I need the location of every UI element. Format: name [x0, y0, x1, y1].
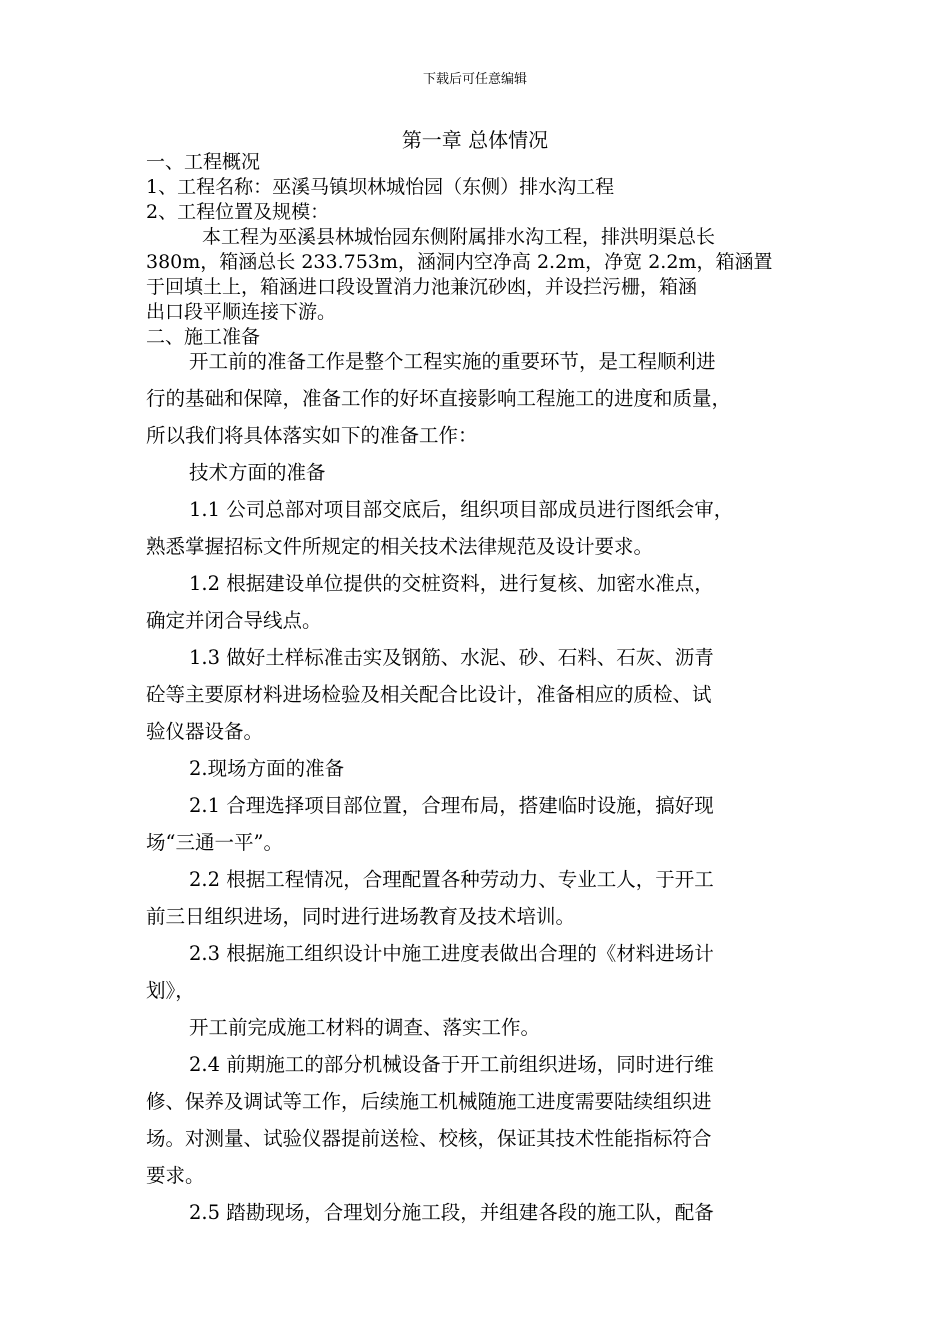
- body-line: 于回填土上，箱涵进口段设置消力池兼沉砂凼，并设拦污栅，箱涵: [146, 276, 698, 298]
- body-line: 划》，: [146, 979, 195, 1002]
- body-line: 场。对测量、试验仪器提前送检、校核，保证其技术性能指标符合: [146, 1127, 712, 1150]
- body-line: 修、保养及调试等工作，后续施工机械随施工进度需要陆续组织进: [146, 1090, 712, 1113]
- body-line: 前三日组织进场，同时进行进场教育及技术培训。: [146, 905, 576, 928]
- body-line: 380m，箱涵总长 233.753m，涵洞内空净高 2.2m，净宽 2.2m，箱涵置: [146, 251, 773, 273]
- body-line: 2.3 根据施工组织设计中施工进度表做出合理的《材料进场计: [189, 942, 714, 965]
- body-line: 1.1 公司总部对项目部交底后，组织项目部成员进行图纸会审，: [189, 498, 734, 521]
- body-line: 熟悉掌握招标文件所规定的相关技术法律规范及设计要求。: [146, 535, 654, 558]
- location-heading: 2、工程位置及规模：: [146, 201, 330, 223]
- body-line: 本工程为巫溪县林城怡园东侧附属排水沟工程，排洪明渠总长: [202, 226, 716, 248]
- body-line: 2.1 合理选择项目部位置，合理布局，搭建临时设施，搞好现: [189, 794, 714, 817]
- chapter-title: 第一章 总体情况: [401, 128, 549, 152]
- section-heading: 一、工程概况: [146, 151, 261, 173]
- body-line: 2.2 根据工程情况，合理配置各种劳动力、专业工人，于开工: [189, 868, 714, 891]
- body-line: 出口段平顺连接下游。: [146, 301, 337, 323]
- body-line: 1.3 做好土样标准击实及钢筋、水泥、砂、石料、石灰、沥青: [189, 646, 714, 669]
- body-line: 要求。: [146, 1164, 205, 1187]
- body-line: 砼等主要原材料进场检验及相关配合比设计，准备相应的质检、试: [146, 683, 712, 706]
- section-heading: 二、施工准备: [146, 326, 261, 348]
- body-line: 开工前完成施工材料的调查、落实工作。: [189, 1016, 541, 1039]
- project-name: 1、工程名称：巫溪马镇坝林城怡园（东侧）排水沟工程: [146, 176, 615, 198]
- section-preparation: [146, 343, 821, 1231]
- page-header: 下载后可任意编辑: [422, 72, 527, 87]
- subsection-heading: 技术方面的准备: [189, 461, 326, 484]
- body-line: 确定并闭合导线点。: [146, 609, 322, 632]
- body-line: 场“三通一平”。: [146, 831, 283, 854]
- body-line: 1.2 根据建设单位提供的交桩资料，进行复核、加密水准点，: [189, 572, 714, 595]
- body-line: 2.4 前期施工的部分机械设备于开工前组织进场，同时进行维: [189, 1053, 714, 1076]
- body-line: 开工前的准备工作是整个工程实施的重要环节，是工程顺利进: [189, 350, 716, 373]
- body-line: 验仪器设备。: [146, 720, 264, 743]
- body-line: 所以我们将具体落实如下的准备工作：: [146, 424, 478, 447]
- subsection-heading: 2.现场方面的准备: [189, 757, 345, 780]
- body-line: 2.5 踏勘现场，合理划分施工段，并组建各段的施工队，配备: [189, 1201, 714, 1224]
- body-line: 行的基础和保障，准备工作的好坏直接影响工程施工的进度和质量，: [146, 387, 732, 410]
- section-overview: [146, 150, 821, 350]
